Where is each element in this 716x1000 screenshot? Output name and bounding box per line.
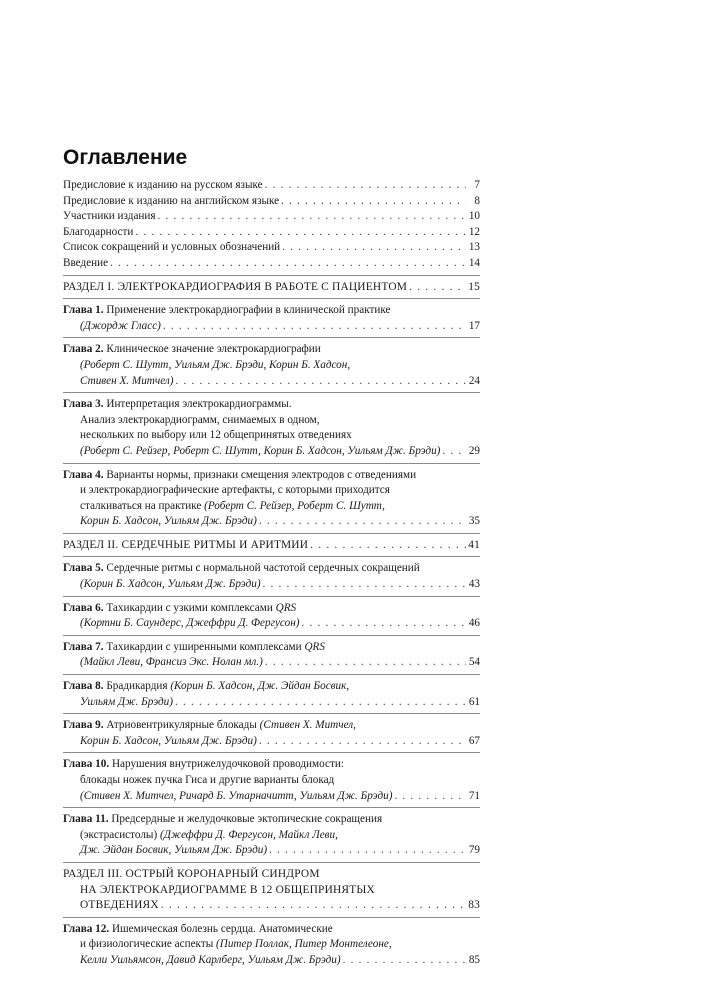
entry-title: Предисловие к изданию на английском языке [63,194,280,207]
chapter-label: Глава 10. [63,758,110,771]
entry-title: Благодарности [63,225,134,238]
chapter-authors: (Корин Б. Хадсон, Уильям Дж. Брэди) [80,578,261,591]
section-title: ЭЛЕКТРОКАРДИОГРАФИЯ В РАБОТЕ С ПАЦИЕНТОМ [117,280,408,293]
chapter-label: Глава 8. [63,680,104,693]
entry-title: Предисловие к изданию на русском языке [63,179,263,191]
chapter-title: Клиническое значение электрокардиографии [106,343,321,356]
chapter-title: Применение электрокардиографии в клинической практике [106,304,391,317]
toc-section-2[interactable] [63,538,480,554]
chapter-authors: (Роберт С. Рейзер, Роберт С. Шутт, [204,499,385,512]
divider [63,713,480,714]
page-number: 15 [468,280,480,293]
chapter-title: Сердечные ритмы с нормальной частотой сердечных сокращений [106,562,420,575]
toc-chapter-5[interactable] [63,561,480,592]
chapter-label: Глава 5. [63,562,104,575]
toc-entry-abbreviations[interactable] [63,240,480,256]
divider [63,275,480,276]
page-number: 79 [468,844,480,857]
divider [63,862,480,863]
chapter-label: Глава 6. [63,601,104,614]
chapter-title-continued: и электрокардиографические артефакты, с которыми приходится [80,484,390,497]
toc-chapter-2[interactable] [63,342,480,389]
chapter-authors: (Роберт С. Шутт, Уильям Дж. Брэди, Корин Б. Хадсон, [80,358,351,371]
toc-chapter-9[interactable] [63,718,480,749]
section-title: СЕРДЕЧНЫЕ РИТМЫ И АРИТМИИ [121,538,309,551]
qrs-term: QRS [304,640,325,653]
page-number: 35 [468,515,480,528]
chapter-authors: (Корин Б. Хадсон, Дж. Эйдан Босвик, [170,680,350,693]
page-number: 71 [468,789,480,802]
section-title: ОСТРЫЙ КОРОНАРНЫЙ СИНДРОМ [125,867,320,880]
toc-chapter-6[interactable] [63,601,480,632]
divider [63,337,480,338]
chapter-title-continued: сталкиваться на практике [80,499,202,512]
chapter-title-continued: нескольких по выбору или 12 общепринятых отведениях [80,429,352,442]
chapter-authors: Уильям Дж. Брэди) [80,695,173,708]
chapter-authors: (Джордж Гласс) [80,319,161,332]
chapter-authors: (Майкл Леви, Франсиз Экс. Нолан мл.) [80,656,263,669]
chapter-authors: Дж. Эйдан Босвик, Уильям Дж. Брэди) [80,844,268,857]
chapter-label: Глава 2. [63,343,104,356]
divider [63,674,480,675]
section-label: РАЗДЕЛ II. [63,538,119,551]
chapter-title-continued: Анализ электрокардиограмм, снимаемых в одном, [80,413,320,426]
chapter-label: Глава 7. [63,640,104,653]
page-number: 10 [468,210,480,223]
chapter-authors: Корин Б. Хадсон, Уильям Дж. Брэди) [80,734,257,747]
toc-chapter-3[interactable] [63,397,480,459]
chapter-title-continued: блокады ножек пучка Гиса и другие варианты блокад [80,774,335,786]
entry-title: Участники издания [63,210,156,223]
divider [63,533,480,534]
section-title-continued: НА ЭЛЕКТРОКАРДИОГРАММЕ В 12 ОБЩЕПРИНЯТЫХ [80,883,375,896]
chapter-authors: Стивен Х. Митчел) [80,374,174,387]
chapter-title: Тахикардии с узкими комплексами [106,601,273,614]
entry-title: Введение [63,256,109,269]
toc-entry-foreword-en[interactable] [63,194,480,210]
chapter-authors: (Питер Поллак, Питер Монтелеоне, [216,938,392,951]
chapter-authors: (Джеффри Д. Фергусон, Майкл Леви, [159,828,338,841]
toc-chapter-11[interactable] [63,812,480,859]
toc-chapter-1[interactable] [63,303,480,334]
divider [63,635,480,636]
toc-chapter-7[interactable] [63,640,480,671]
toc-chapter-12[interactable] [63,922,480,969]
page-number: 13 [468,241,480,254]
page-number: 83 [468,899,480,912]
section-title-continued: ОТВЕДЕНИЯХ [80,899,159,912]
chapter-label: Глава 9. [63,719,104,732]
divider [63,917,480,918]
page-number: 17 [468,319,480,332]
toc-entry-foreword-ru[interactable] [63,178,480,194]
chapter-title: Интерпретация электрокардиограммы. [106,398,292,411]
page-number: 85 [468,953,480,966]
divider [63,807,480,808]
page-number: 12 [468,225,480,238]
section-label: РАЗДЕЛ I. [63,280,115,293]
toc-section-3[interactable] [63,867,480,914]
toc-entry-contributors[interactable] [63,209,480,225]
chapter-title-continued: (экстрасистолы) [80,828,158,841]
table-of-contents [63,178,480,969]
qrs-term: QRS [275,601,297,614]
page-number: 67 [468,734,480,747]
chapter-authors: Корин Б. Хадсон, Уильям Дж. Брэди) [80,515,257,528]
chapter-title: Предсердные и желудочковые эктопические сокращения [111,813,383,826]
page-number: 7 [474,179,480,191]
chapter-authors: (Стивен Х. Митчел, [259,719,356,732]
chapter-label: Глава 1. [63,304,104,317]
chapter-label: Глава 3. [63,398,104,411]
chapter-title-continued: и физиологические аспекты [80,938,214,951]
divider [63,392,480,393]
chapter-label: Глава 12. [63,922,110,935]
toc-chapter-8[interactable] [63,679,480,710]
page-number: 8 [474,194,480,207]
page-number: 29 [468,444,480,457]
toc-section-1[interactable] [63,280,480,296]
page-number: 61 [468,695,480,708]
toc-chapter-10[interactable] [63,757,480,804]
entry-title: Список сокращений и условных обозначений [63,241,281,254]
page-number: 46 [468,617,480,630]
toc-entry-acknowledgements[interactable] [63,225,480,241]
toc-chapter-4[interactable] [63,468,480,530]
chapter-title: Тахикардии с уширенными комплексами [106,640,302,653]
chapter-label: Глава 4. [63,468,104,481]
chapter-title: Варианты нормы, признаки смещения электродов с отведениями [106,468,417,481]
chapter-authors: Келли Уильямсон, Давид Карлберг, Уильям Дж. Брэди) [80,953,341,966]
chapter-label: Глава 11. [63,813,109,826]
toc-entry-introduction[interactable] [63,256,480,272]
chapter-authors: (Стивен Х. Митчел, Ричард Б. Утарначитт, Уильям Дж. Брэди) [80,789,393,802]
chapter-title: Атриовентрикулярные блокады [106,719,257,732]
page-number: 54 [468,656,480,669]
divider [63,556,480,557]
page-number: 24 [468,374,480,387]
divider [63,298,480,299]
section-label: РАЗДЕЛ III. [63,867,123,880]
page-number: 41 [468,538,480,551]
chapter-title: Нарушения внутрижелудочковой проводимости: [111,758,344,771]
page-number: 14 [468,256,480,269]
divider [63,596,480,597]
divider [63,463,480,464]
page-number: 43 [468,578,480,591]
chapter-authors: (Роберт С. Рейзер, Роберт С. Шутт, Корин Б. Хадсон, Уильям Дж. Брэди) [80,444,441,457]
divider [63,752,480,753]
chapter-title: Брадикардия [106,680,168,693]
chapter-title: Ишемическая болезнь сердца. Анатомические [111,922,333,935]
chapter-authors: (Кортни Б. Саундерс, Джеффри Д. Фергусон) [80,617,300,630]
page-title: Оглавление [63,146,188,169]
